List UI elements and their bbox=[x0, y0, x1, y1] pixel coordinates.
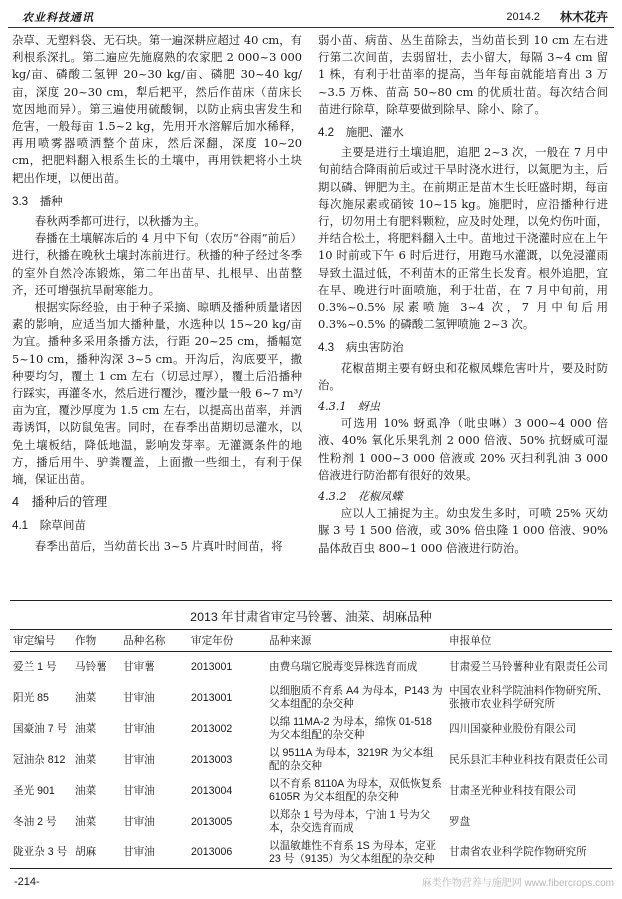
table-cell: 甘审油 bbox=[123, 753, 155, 766]
table-cell: 民乐县汇丰种业科技有限责任公司 bbox=[449, 753, 608, 766]
table-cell: 2013004 bbox=[191, 784, 233, 797]
watermark: 麻类作物营养与施肥网 www.fibercrops.com bbox=[421, 878, 614, 889]
journal-name: 农业科技通讯 bbox=[22, 11, 94, 24]
table-cell: 2013006 bbox=[188, 838, 266, 869]
table-header-row bbox=[10, 630, 612, 652]
table-cell: 冠油杂 812 bbox=[13, 753, 66, 766]
paragraph: 弱小苗、病苗、丛生苗除去，当幼苗长到 10 cm 左右进行第二次间苗，去弱留壮，去小留大，每隔 3~4 cm 留 1 株，有利于壮苗率的提高，当年每亩就能培育出 3 万~3.5 万株、苗高 50~80 cm 的优质壮苗。每次结合间苗进行除草，除草要做到除早、除小、除了。 bbox=[318, 33, 608, 116]
variety-table-block bbox=[10, 600, 612, 869]
table-cell: 四川国豪种业股份有限公司 bbox=[449, 722, 577, 735]
table-cell: 中国农业科学院油料作物研究所、张掖市农业科学研究所 bbox=[449, 685, 608, 710]
paragraph: 主要是进行土壤追肥，追肥 2~3 次，一般在 7 月中旬前结合降雨前后或过干旱时浇水进行，以氮肥为主，后期以磷、钾肥为主。在前期正是苗木生长旺盛时期，每亩每次施尿素或硝铵 10~15 kg。施肥时，应沿播种行进行，切勿用土有肥料颗粒，应及时处理，以免灼伤叶面，并结合松土，将肥料翻入土中。苗地过干浇灌时应在上午 10 时前或下午 6 时后进行，用跑马水灌溉，以免浸灌雨导致土温过低，不利苗木的正常生长发育。根外追肥，宜在早、晚进行叶面喷施，利于壮苗，在 7 月中旬前，用 0.3%~0.5% 尿素喷施 3~4 次，7 月中旬后用 0.3%~0.5% 的磷酸二氢钾喷施 2~3 次。 bbox=[318, 145, 608, 332]
paragraph: 春播在土壤解冻后的 4 月中下旬（农历“谷雨”前后）进行，秋播在晚秋土壤封冻前进行。秋播的种子经过冬季的室外自然冷冻锻炼，第二年出苗早、扎根早、出苗整齐，还可增强抗旱耐寒能力。 bbox=[12, 231, 302, 297]
table-cell: 以绵 11MA-2 为母本，绵恢 01-518 为父本组配的杂交种 bbox=[269, 716, 432, 741]
table-cell: 国豪油 7 号 bbox=[13, 722, 68, 735]
section-heading-4-3: 4.3 病虫害防治 bbox=[318, 341, 404, 355]
section-heading-4-2: 4.2 施肥、灌水 bbox=[318, 126, 404, 140]
table-cell: 以不育系 8110A 为母本，双低恢复系 6105R 为父本组配的杂交种 bbox=[269, 778, 442, 803]
table-cell: 以温敏雄性不育系 1S 为母本，定亚 23 号（9135）为父本组配的杂交种 bbox=[266, 838, 446, 869]
table-cell: 圣光 901 bbox=[13, 784, 55, 797]
paragraph: 根据实际经验，由于种子采摘、晾晒及播种质量诸因素的影响，应适当加大播种量，水选种以 15~20 kg/亩为宜。播种多采用条播方法，行距 20~25 cm，播幅宽 5~10 cm，播种沟深 3~5 cm。开沟后，沟底要平，撒种要均匀，覆土 1 cm 左右（切忌过厚），覆土后沿播种行踩实，再灌冬水，然后进行覆沙，覆沙量一般 6~7 m³/亩为宜，覆沙厚度为 1.5 cm 左右，以提高出苗率，并洒毒诱饵，以防鼠兔害。同时，在春季出苗期切忌灌水，以免土壤板结，降低地温，影响发芽率。无灌溉条件的地方，播后用牛、驴粪覆盖，上面撒一些细土，有利于保墒，保证出苗。 bbox=[12, 300, 302, 487]
table-cell: 由费乌瑞它脱毒变异株选育而成 bbox=[269, 660, 418, 673]
table-cell: 油菜 bbox=[75, 722, 97, 735]
table-cell: 胡麻 bbox=[72, 838, 120, 869]
variety-table bbox=[10, 629, 612, 869]
table-cell: 马铃薯 bbox=[75, 660, 107, 673]
table-row bbox=[10, 807, 612, 838]
subsection-heading-4-3-2: 4.3.2 花椒凤蝶 bbox=[318, 490, 403, 504]
table-cell: 油菜 bbox=[75, 784, 97, 797]
table-cell: 2013005 bbox=[191, 815, 233, 828]
col-header: 品种来源 bbox=[266, 630, 446, 652]
paragraph: 应以人工捕捉为主。幼虫发生多时，可喷 25% 灭幼脲 3 号 1 500 倍液，或 30% 倍虫隆 1 000 倍液、90% 晶体敌百虫 800~1 000 倍液进行防治。 bbox=[318, 506, 608, 555]
table-cell: 甘审油 bbox=[123, 722, 155, 735]
paragraph: 花椒苗期主要有蚜虫和花椒凤蝶危害叶片，要及时防治。 bbox=[318, 360, 608, 392]
table-cell: 2013001 bbox=[191, 660, 233, 673]
col-header: 申报单位 bbox=[446, 630, 612, 652]
paragraph: 春季出苗后，当幼苗长出 3~5 片真叶时间苗，将 bbox=[34, 538, 283, 553]
table-row bbox=[10, 745, 612, 776]
section-heading-3-3: 3.3 播种 bbox=[12, 194, 63, 208]
left-column bbox=[12, 32, 302, 555]
table-cell: 甘肃圣光种业科技有限公司 bbox=[449, 784, 577, 797]
col-header: 作物 bbox=[72, 630, 120, 652]
table-cell: 冬油 2 号 bbox=[13, 815, 57, 828]
table-row bbox=[10, 776, 612, 807]
table-cell: 爱兰 1 号 bbox=[13, 660, 57, 673]
paragraph: 春秋两季都可进行，以秋播为主。 bbox=[34, 214, 206, 229]
paragraph: 杂草、无塑料袋、无石块。第一遍深耕应超过 40 cm，有利根系深扎。第二遍应先施腐熟的农家肥 2 000~3 000 kg/亩、磷酸二氢钾 20~30 kg/亩、磷肥 30~40 kg/亩，深度 20~30 cm，犁后耙平，然后作苗床（苗床长宽因地而异）。第三遍使用硫酸铜，以防止病虫害发生和危害，一般每亩 1.5~2 kg，先用开水溶解后加水稀释，再用喷雾器喷洒整个苗床，然后深翻，深度 10~20 cm，把肥料翻入根系生长的土壤中，再用铁耙将小土块耙出作埂，以便出苗。 bbox=[12, 33, 302, 185]
subsection-heading-4-3-1: 4.3.1 蚜虫 bbox=[318, 400, 381, 414]
table-cell: 罗盘 bbox=[449, 815, 471, 828]
page-header bbox=[8, 6, 614, 28]
table-cell: 以郑杂 1 号为母本，宁油 1 号为父本，杂交选育而成 bbox=[269, 809, 431, 834]
table-cell: 甘肃爱兰马铃薯种业有限责任公司 bbox=[449, 660, 608, 673]
col-header: 品种名称 bbox=[120, 630, 188, 652]
col-header: 审定年份 bbox=[188, 630, 266, 652]
table-cell: 2013002 bbox=[191, 722, 233, 735]
table-body bbox=[10, 652, 612, 869]
right-column bbox=[318, 32, 608, 557]
table-cell: 以 9511A 为母本，3219R 为父本组配的杂交种 bbox=[269, 747, 434, 772]
table-cell: 甘审薯 bbox=[123, 660, 155, 673]
table-cell: 以细胞质不育系 A4 为母本，P143 为父本组配的杂交种 bbox=[269, 685, 443, 710]
table-cell: 甘审油 bbox=[120, 838, 188, 869]
table-cell: 甘审油 bbox=[123, 784, 155, 797]
table-cell: 2013003 bbox=[191, 753, 233, 766]
paragraph: 可选用 10% 蚜虱净（吡虫啉）3 000~4 000 倍液、40% 氧化乐果乳剂 2 000 倍液、50% 抗蚜威可湿性粉剂 1 000~3 000 倍液或 20% 灭扫利乳油 3 000 倍液进行防治都有很好的效果。 bbox=[318, 416, 608, 482]
table-cell: 油菜 bbox=[75, 815, 97, 828]
table-row bbox=[10, 838, 612, 869]
table-title: 2013 年甘肃省审定马铃薯、油菜、胡麻品种 bbox=[10, 600, 612, 629]
table-row bbox=[10, 683, 612, 714]
table-cell: 甘肃省农业科学院作物研究所 bbox=[446, 838, 612, 869]
table-cell: 油菜 bbox=[75, 753, 97, 766]
section-name: 林木花卉 bbox=[559, 10, 608, 24]
col-header: 审定编号 bbox=[10, 630, 72, 652]
table-row bbox=[10, 652, 612, 683]
section-heading-4: 4 播种后的管理 bbox=[12, 495, 108, 510]
page-number: -214- bbox=[14, 876, 40, 888]
table-cell: 油菜 bbox=[75, 691, 97, 704]
table-cell: 甘审油 bbox=[123, 815, 155, 828]
table-cell: 阳光 85 bbox=[13, 691, 49, 704]
table-row bbox=[10, 714, 612, 745]
section-heading-4-1: 4.1 除草间苗 bbox=[12, 519, 87, 533]
table-cell: 2013001 bbox=[191, 691, 233, 704]
table-cell: 甘审油 bbox=[123, 691, 155, 704]
issue-number: 2014.2 bbox=[506, 11, 540, 23]
table-cell: 陇亚杂 3 号 bbox=[10, 838, 72, 869]
